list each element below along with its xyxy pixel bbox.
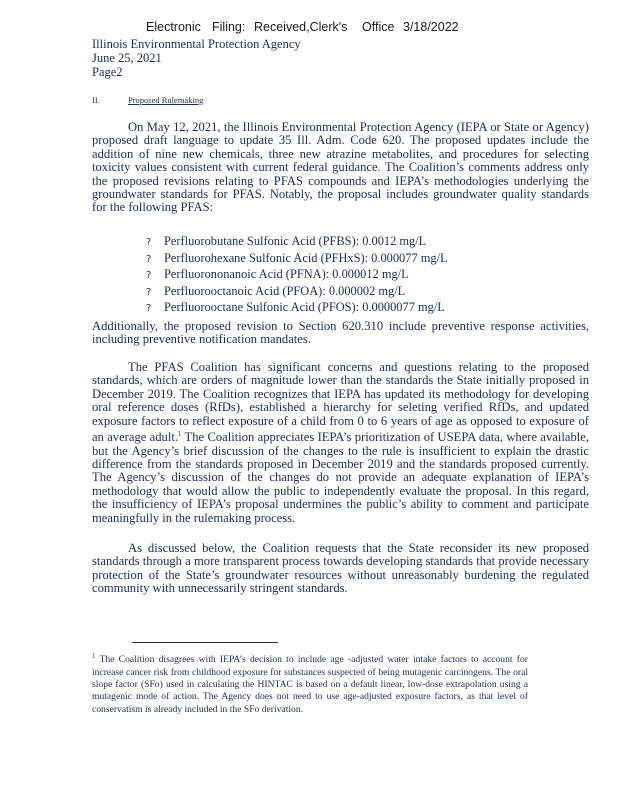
filing-office: Office [362, 20, 395, 34]
list-item: ? Perfluorononanoic Acid (PFNA): 0.000012 mg/L [146, 267, 409, 282]
section-title: Proposed Rulemaking [128, 95, 204, 105]
list-item: ? Perfluorooctanoic Acid (PFOA): 0.000002 mg/L [146, 283, 406, 298]
header-date: June 25, 2021 [92, 51, 162, 65]
list-item: ? Perfluorobutane Sulfonic Acid (PFBS): 0.0012 mg/L [146, 234, 427, 248]
footnote-divider [132, 642, 278, 643]
paragraph-4: As discussed below, the Coalition requests that the State reconsider its new proposed standards through a more transparent process towards developing standards that provide necessary protection of the State’s groundwater resources without unreasonably burdening the regulated community with unnecessarily stringent standards. [92, 541, 589, 596]
paragraph-3: The PFAS Coalition has significant concerns and questions relating to the proposed standards, which are orders of magnitude lower than the standards the State initially proposed in December 2019. The Coalition recognizes that IEPA has updated its methodology for developing oral reference doses (RfDs), established a hierarchy for seleting verified RfDs, and updated exposure factors to reflect exposure of a child from 0 to 6 years of age as opposed to exposure of an average adult.$^1$ The Coalition appreciates IEPA’s prioritization of USEPA data, where available, but the Agency’s brief discussion of the changes to the rule is insufficient to explain the drastic difference from the standards proposed in December 2019 and the standards proposed currently. The Agency’s discussion of the changes do not provide an adequate explanation of IEPA’s methodology that would allow the public to independently evaluate the proposal. In this regard, the insufficiency of IEPA’s proposal undermines the public’s ability to comment and participate meaningfully in the rulemaking process. [92, 360, 589, 525]
footnote-text: The Coalition disagrees with IEPA’s decision to include age -adjusted water intake factors to account for increase cancer risk from childhood exposure for substances suspected of being mutagenic carcinogens. The oral slope factor (SFo) used in calculating the HINTAC is based on a default linear, low-dose extrapolation using a mutagenic mode of action. The Agency does not need to use age-adjusted exposure factors, as that level of conservatism is already included in the SFo derivation. [92, 654, 528, 715]
footnote-reference[interactable]: 1 [177, 430, 182, 439]
footnote [92, 650, 528, 716]
filing-electronic: Electronic [146, 20, 201, 34]
section-number: II. [92, 95, 100, 105]
header-page: Page2 [92, 65, 123, 79]
pfas-list [146, 234, 448, 317]
paragraph-1: On May 12, 2021, the Illinois Environmental Protection Agency (IEPA or State or Agency) proposed draft language to update 35 Ill. Adm. Code 620. The proposed updates include the addition of nine new chemicals, three new atrazine metabolites, and procedures for selecting toxicity values consistent with current federal guidance. The Coalition’s comments address only the proposed revisions relating to PFAS compounds and IEPA’s methodologies underlying the groundwater standards for PFAS. Notably, the proposal includes groundwater quality standards for the following PFAS: [92, 120, 589, 215]
list-item: ? Perfluorooctane Sulfonic Acid (PFOS): 0.0000077 mg/L [146, 300, 445, 315]
section-heading [92, 95, 203, 105]
filing-label: Filing: [212, 20, 246, 34]
filing-date: 3/18/2022 [403, 20, 459, 34]
list-item: ? Perfluorohexane Sulfonic Acid (PFHxS): 0.000077 mg/L [146, 250, 448, 265]
footnote-number: 1 [92, 652, 96, 660]
paragraph-2: Additionally, the proposed revision to Section 620.310 include preventive response activities, including preventive notification mandates. [92, 319, 589, 347]
filing-received: Received,Clerk's [254, 20, 348, 34]
header-agency: Illinois Environmental Protection Agency [92, 37, 301, 51]
letter-header [92, 37, 301, 79]
